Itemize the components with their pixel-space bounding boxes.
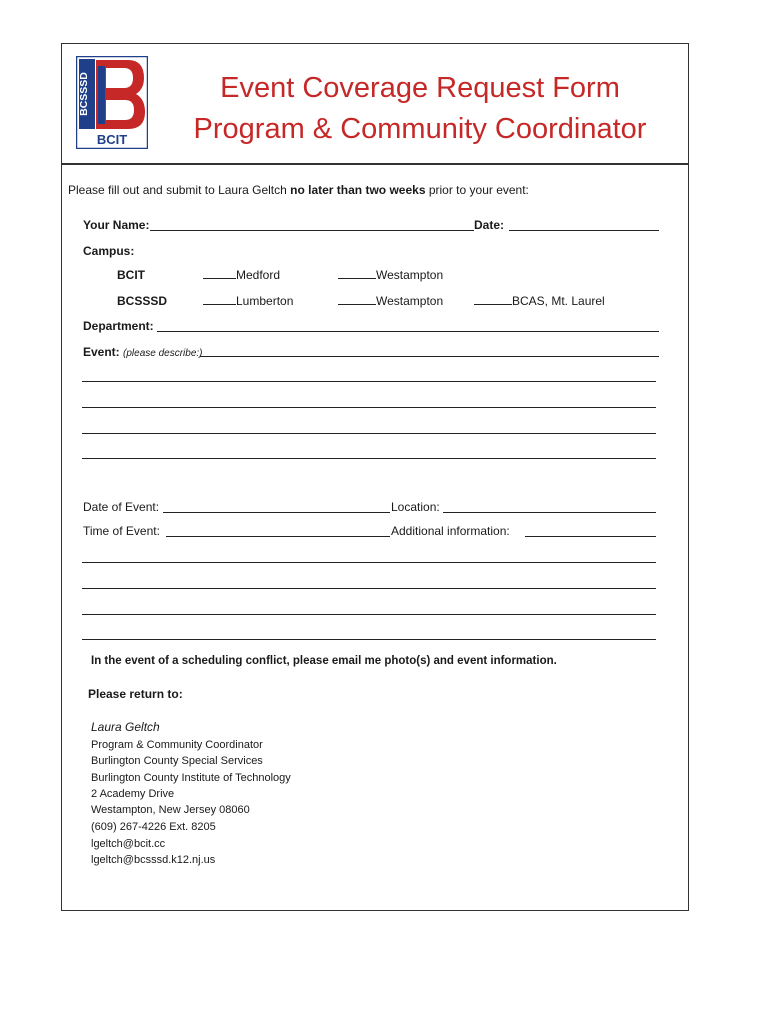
bcsssd-bcit-logo [76,56,148,149]
additional-information-line-1[interactable] [82,562,656,563]
address-line: Westampton, New Jersey 08060 [91,804,250,816]
address-line: Burlington County Special Services [91,755,263,767]
option-bcsssd-lumberton[interactable]: Lumberton [203,294,293,308]
campus-bcsssd-label: BCSSSD [117,294,168,308]
event-description-line-2[interactable] [82,407,656,408]
intro-text: Please fill out and submit to Laura Geltch no later than two weeks prior to your event: [68,183,529,197]
address-email[interactable]: lgeltch@bcsssd.k12.nj.us [91,854,216,866]
department-field[interactable] [157,331,659,332]
campus-label: Campus: [83,244,135,258]
date-label: Date: [474,218,505,232]
event-description-line-4[interactable] [82,458,656,459]
address-line: Burlington County Institute of Technology [91,772,291,784]
date-field[interactable] [509,230,659,231]
header-divider [61,163,689,165]
logo-bottom-text: BCIT [96,132,128,147]
location-field[interactable] [443,512,656,513]
event-label: Event: (please describe:) [83,345,203,359]
additional-information-line-2[interactable] [82,588,656,589]
logo-top-text: BCSSSD [78,72,90,116]
option-bcit-westampton[interactable]: Westampton [338,268,443,282]
your-name-label: Your Name: [83,218,150,232]
address-phone: (609) 267-4226 Ext. 8205 [91,821,216,833]
location-label: Location: [391,500,440,514]
address-line: 2 Academy Drive [91,788,175,800]
page-title: Event Coverage Request Form [220,72,620,104]
additional-information-field[interactable] [525,536,656,537]
scheduling-conflict-note: In the event of a scheduling conflict, please email me photo(s) and event information. [91,655,557,667]
address-line: Program & Community Coordinator [91,739,263,751]
time-of-event-label: Time of Event: [83,524,160,538]
date-of-event-field[interactable] [163,512,390,513]
date-of-event-label: Date of Event: [83,500,160,514]
additional-information-line-3[interactable] [82,614,656,615]
option-bcit-medford[interactable]: Medford [203,268,280,282]
event-description-line-3[interactable] [82,433,656,434]
department-label: Department: [83,319,154,333]
option-bcsssd-westampton[interactable]: Westampton [338,294,443,308]
campus-bcit-label: BCIT [117,268,145,282]
additional-information-label: Additional information: [391,524,510,538]
your-name-field[interactable] [150,230,474,231]
option-bcsssd-bcas-mt-laurel[interactable]: BCAS, Mt. Laurel [474,294,605,308]
address-email[interactable]: lgeltch@bcit.cc [91,838,166,850]
time-of-event-field[interactable] [166,536,390,537]
event-field[interactable] [200,356,659,357]
additional-information-line-4[interactable] [82,639,656,640]
event-description-line-1[interactable] [82,381,656,382]
return-to-label: Please return to: [88,687,183,701]
page-subtitle: Program & Community Coordinator [193,113,647,145]
address-name: Laura Geltch [91,720,160,734]
